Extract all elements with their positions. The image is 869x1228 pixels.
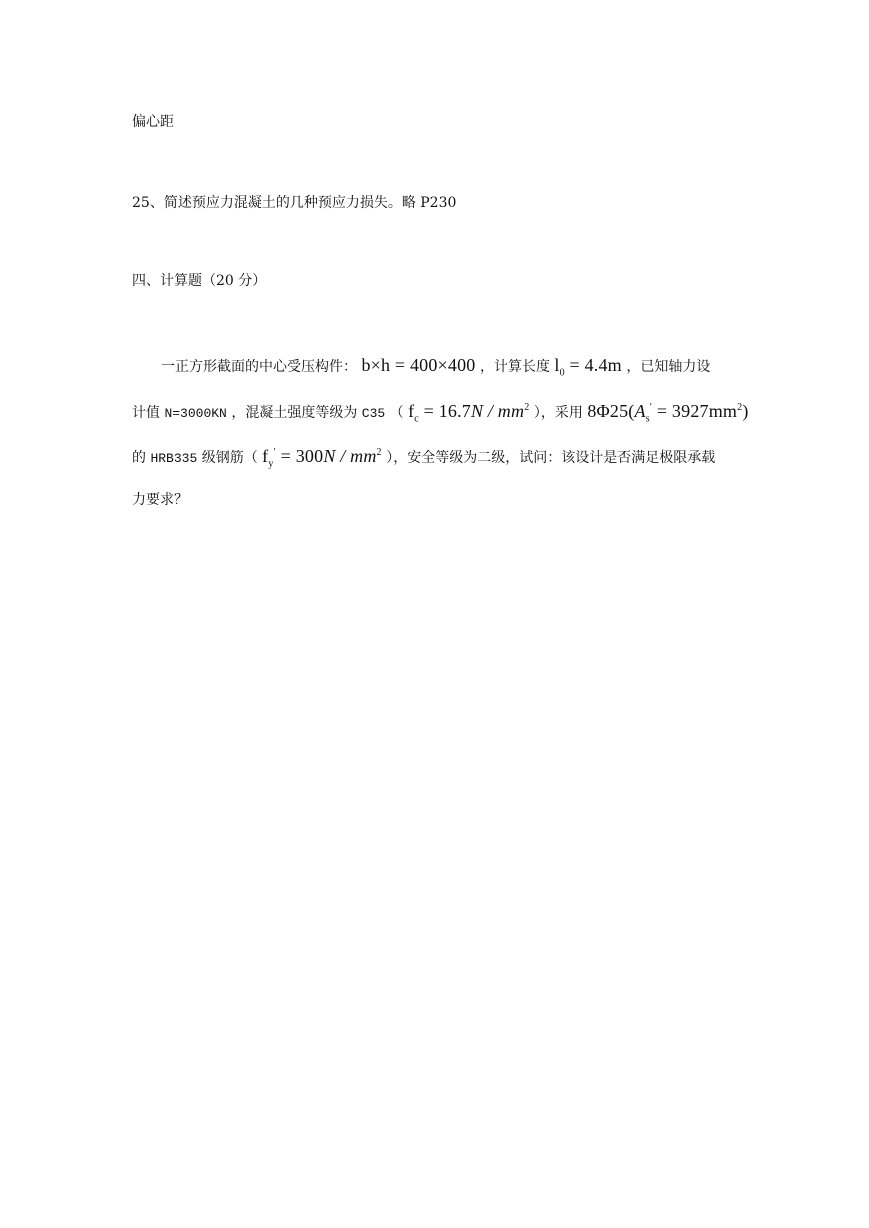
problem-text: ，混凝土强度等级为 — [231, 405, 362, 421]
problem-text: 计值 — [132, 405, 165, 421]
formula-reinforcement: $8\Phi 25(A_s' = 3927mm^2)$ — [587, 401, 749, 425]
problem-text: （ — [389, 405, 409, 421]
term-line: 偏心距 — [132, 114, 174, 130]
axial-force-value: N=3000KN — [164, 406, 227, 421]
problem-text: 一正方形截面的中心受压构件： — [161, 359, 357, 375]
problem-line-2 — [132, 399, 749, 426]
formula-section-size: b×h = 400×400 — [361, 355, 476, 375]
concrete-grade: C35 — [361, 406, 386, 421]
formula-length: $l_0 = 4.4m$ — [554, 355, 622, 379]
problem-line-3 — [132, 444, 715, 471]
question-25: 25、简述预应力混凝土的几种预应力损失。略 P230 — [132, 195, 457, 211]
steel-grade: HRB335 — [150, 451, 198, 466]
problem-line-4: 力要求？ — [132, 492, 188, 508]
formula-fc: $f_c = 16.7N / mm^2$ — [408, 401, 530, 425]
problem-text: ），采用 — [533, 405, 588, 421]
problem-text: ，计算长度 — [479, 359, 555, 375]
problem-text: 的 — [132, 450, 151, 466]
problem-text: ），安全等级为二级，试问：该设计是否满足极限承载 — [386, 450, 716, 466]
section-heading: 四、计算题（20 分） — [132, 273, 267, 289]
problem-line-1 — [161, 353, 710, 379]
formula-fy: $f_y' = 300N / mm^2$ — [262, 446, 382, 470]
problem-text: ，已知轴力设 — [626, 359, 711, 375]
problem-text: 级钢筋（ — [201, 450, 263, 466]
